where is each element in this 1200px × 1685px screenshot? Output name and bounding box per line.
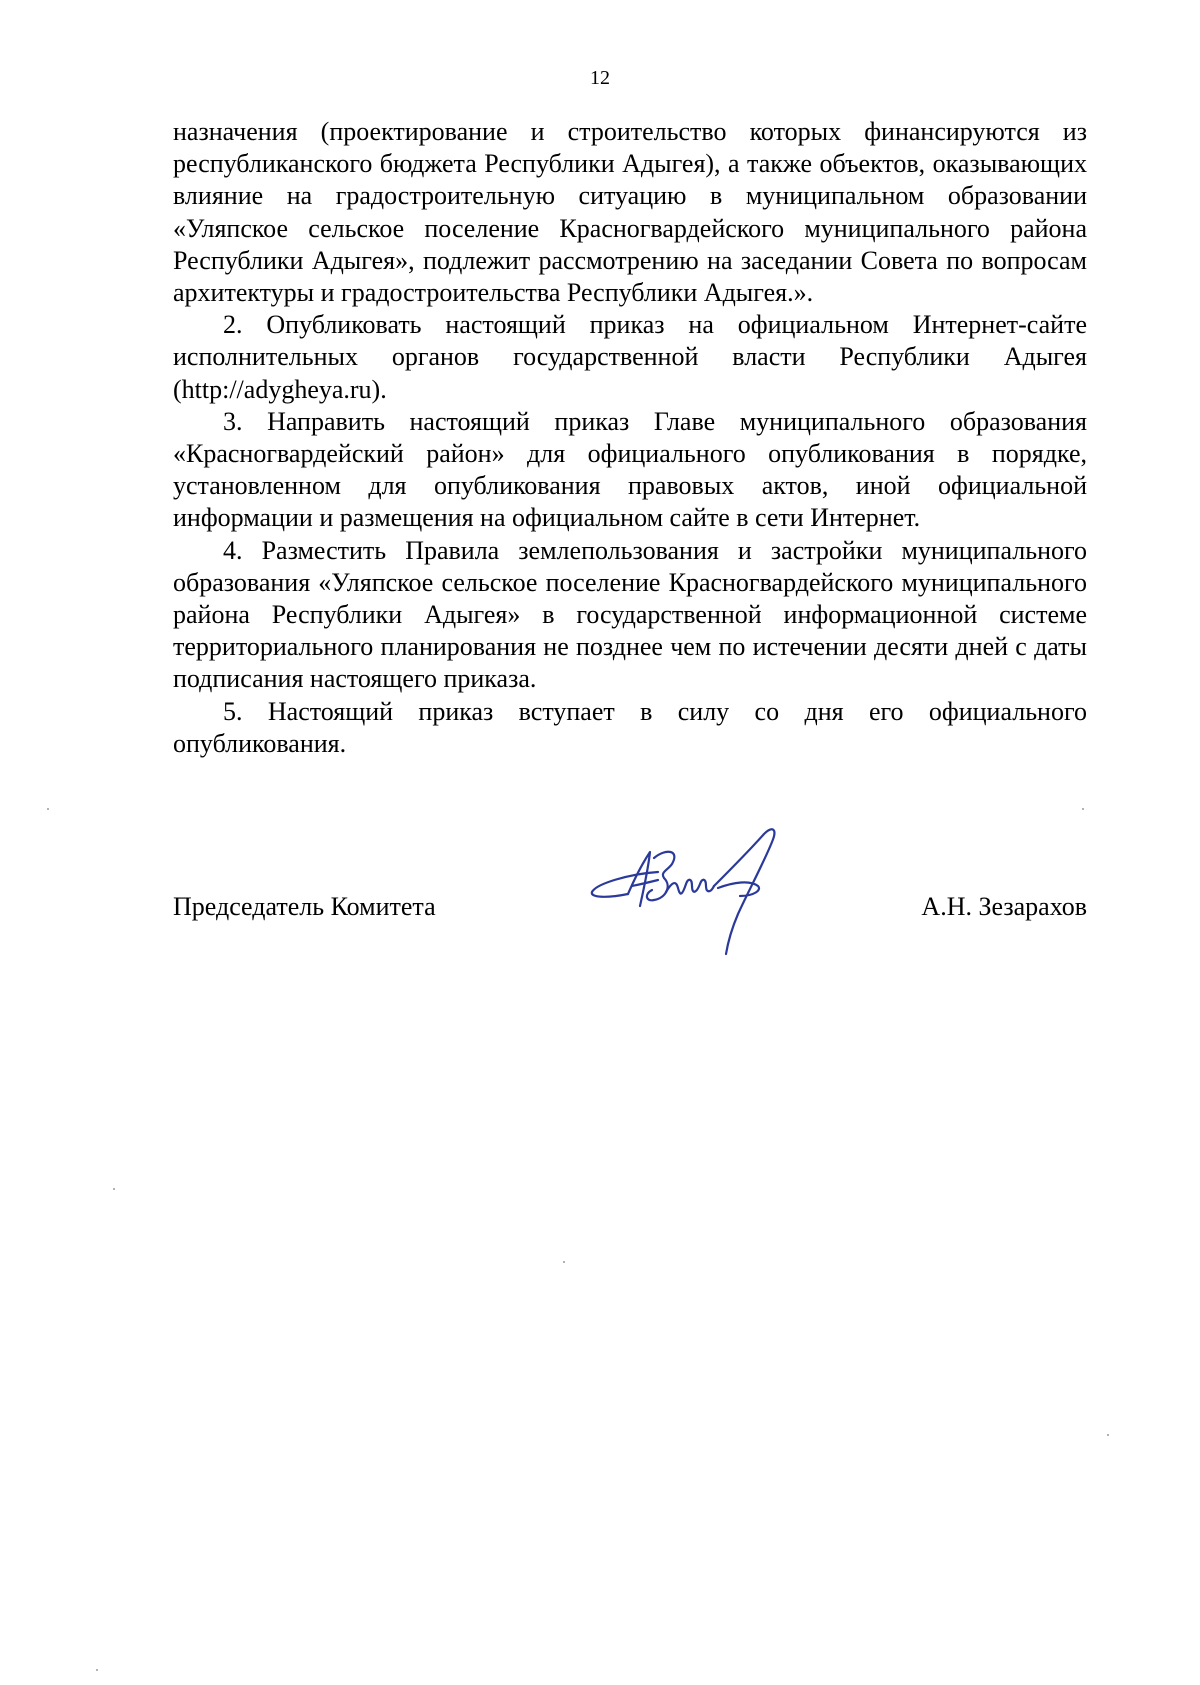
scan-speck — [1082, 808, 1084, 810]
paragraph-item-5: 5. Настоящий приказ вступает в силу со дня его официального опубликования. — [173, 696, 1087, 758]
paragraph-item-3: 3. Направить настоящий приказ Главе муниципального образования «Красногвардейский район» для официального опубликования в порядке, установленном для опубликования правовых актов, иной официальной информации и размещения на официальном сайте в сети Интернет. — [173, 406, 1087, 533]
paragraph-item-4: 4. Разместить Правила землепользования и застройки муниципального образования «Уляпское сельское поселение Красногвардейского муниципального района Республики Адыгея» в государственной информационной системе территориального планирования не позднее чем по истечении десяти дней с даты подписания настоящего приказа. — [173, 535, 1087, 694]
paragraph-continuation: назначения (проектирование и строительство которых финансируются из республиканского бюджета Республики Адыгея), а также объектов, оказывающих влияние на градостроительную ситуацию в муниципальном образовании «Уляпское сельское поселение Красногвардейского муниципального района Республики Адыгея», подлежит рассмотрению на заседании Совета по вопросам архитектуры и градостроительства Республики Адыгея.». — [173, 117, 1087, 308]
paragraph-item-2: 2. Опубликовать настоящий приказ на официальном Интернет-сайте исполнительных органов государственной власти Республики Адыгея (http://adygheya.ru). — [173, 310, 1087, 404]
scan-speck — [47, 808, 49, 810]
page-number: 12 — [590, 67, 610, 89]
signatory-name: А.Н. Зезарахов — [921, 892, 1087, 921]
document-body — [173, 116, 1087, 760]
scan-speck — [113, 1188, 115, 1190]
scan-speck — [1107, 1434, 1109, 1436]
handwritten-signature — [588, 822, 828, 972]
scan-speck — [563, 1261, 565, 1263]
scan-speck — [96, 1669, 98, 1671]
signatory-title: Председатель Комитета — [173, 892, 436, 921]
